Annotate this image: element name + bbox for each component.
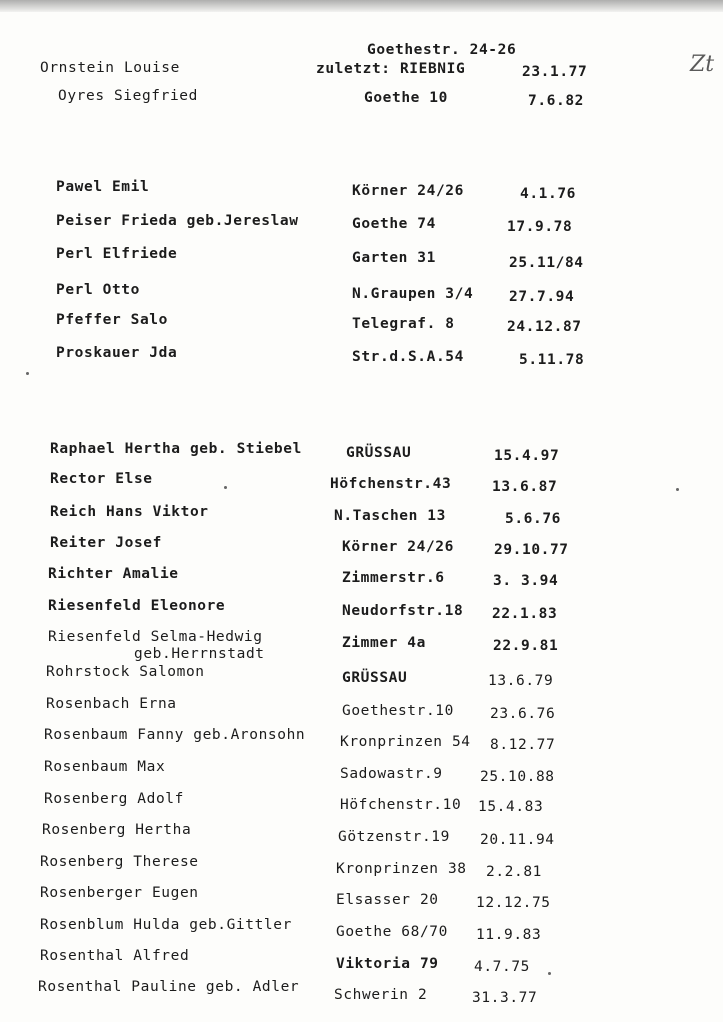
entry-date: 17.9.78	[507, 219, 573, 235]
scan-speck	[676, 488, 679, 491]
entry-date: 13.6.87	[492, 479, 558, 495]
entry-name: Rosenbach Erna	[46, 696, 177, 712]
entry-date: 2.2.81	[486, 864, 542, 880]
entry-name: Riesenfeld Selma-Hedwig	[48, 629, 263, 645]
entry-date: 11.9.83	[476, 927, 542, 943]
entry-address: Zimmerstr.6	[342, 570, 445, 586]
entry-name: Riesenfeld Eleonore	[48, 598, 226, 614]
entry-address: Goethe 68/70	[336, 924, 448, 940]
entry-name: Rosenberg Adolf	[44, 791, 184, 807]
entry-address: N.Graupen 3/4	[352, 286, 474, 302]
entry-address: zuletzt: RIEBNIG	[316, 61, 466, 77]
entry-address: Garten 31	[352, 250, 436, 266]
entry-address: Goethestr.10	[342, 703, 454, 719]
entry-address: Goethe 74	[352, 216, 436, 232]
entry-date: 3. 3.94	[493, 573, 559, 589]
entry-name: Rector Else	[50, 471, 153, 487]
entry-address: Kronprinzen 54	[340, 734, 471, 750]
entry-name: Rosenbaum Max	[44, 759, 166, 775]
entry-name: Rohrstock Salomon	[46, 664, 205, 680]
entry-name: Rosenbaum Fanny geb.Aronsohn	[44, 727, 306, 743]
entry-address: Viktoria 79	[336, 956, 439, 972]
entry-address: Goethe 10	[364, 90, 448, 106]
scan-speck	[548, 972, 551, 975]
entry-address: GRÜSSAU	[342, 670, 408, 686]
entry-date: 5.11.78	[519, 352, 585, 368]
entry-address: Körner 24/26	[352, 183, 464, 199]
entry-address: Kronprinzen 38	[336, 861, 467, 877]
scan-top-edge	[0, 0, 723, 12]
entry-name: Rosenberger Eugen	[40, 885, 199, 901]
entry-address: Götzenstr.19	[338, 829, 450, 845]
entry-date: 20.11.94	[480, 832, 555, 848]
entry-name: Perl Elfriede	[56, 246, 178, 262]
scan-speck	[224, 486, 227, 489]
entry-address: Höfchenstr.10	[340, 797, 462, 813]
entry-name: Rosenthal Alfred	[40, 948, 190, 964]
entry-address: Höfchenstr.43	[330, 476, 452, 492]
entry-name: Reiter Josef	[50, 535, 162, 551]
entry-name: Richter Amalie	[48, 566, 179, 582]
entry-name: Pawel Emil	[56, 179, 150, 195]
entry-address: Str.d.S.A.54	[352, 349, 464, 365]
entry-date: 23.6.76	[490, 706, 556, 722]
entry-date: 15.4.97	[494, 448, 560, 464]
entry-address: Sadowastr.9	[340, 766, 443, 782]
entry-address: Zimmer 4a	[342, 635, 426, 651]
entry-date: 27.7.94	[509, 289, 575, 305]
scan-speck	[26, 372, 29, 375]
entry-address: Schwerin 2	[334, 987, 428, 1003]
entry-name: Raphael Hertha geb. Stiebel	[50, 441, 302, 457]
entry-date: 15.4.83	[478, 799, 544, 815]
entry-date: 29.10.77	[494, 542, 569, 558]
entry-name: Proskauer Jda	[56, 345, 178, 361]
entry-address: Telegraf. 8	[352, 316, 455, 332]
entry-name: Perl Otto	[56, 282, 140, 298]
entry-date: 25.11/84	[509, 255, 584, 271]
entry-name: Ornstein Louise	[40, 60, 180, 76]
entry-date: 23.1.77	[522, 64, 588, 80]
entry-date: 31.3.77	[472, 990, 538, 1006]
entry-name: Oyres Siegfried	[58, 88, 198, 104]
entry-date: 13.6.79	[488, 673, 554, 689]
entry-name: Pfeffer Salo	[56, 312, 168, 328]
entry-date: 25.10.88	[480, 769, 555, 785]
entry-date: 4.1.76	[520, 186, 576, 202]
entry-name: Reich Hans Viktor	[50, 504, 209, 520]
entry-name-continuation: geb.Herrnstadt	[134, 646, 265, 662]
entry-address: Elsasser 20	[336, 892, 439, 908]
entry-date: 22.9.81	[493, 638, 559, 654]
entry-address: GRÜSSAU	[346, 445, 412, 461]
entry-name: Rosenberg Therese	[40, 854, 199, 870]
entry-date: 4.7.75	[474, 959, 530, 975]
entry-address: N.Taschen 13	[334, 508, 446, 524]
entry-date: 7.6.82	[528, 93, 584, 109]
entry-name: Rosenthal Pauline geb. Adler	[38, 979, 300, 995]
entry-name: Rosenberg Hertha	[42, 822, 192, 838]
entry-address: Neudorfstr.18	[342, 603, 464, 619]
header-address: Goethestr. 24-26	[367, 42, 517, 58]
entry-date: 5.6.76	[505, 511, 561, 527]
entry-date: 12.12.75	[476, 895, 551, 911]
entry-date: 8.12.77	[490, 737, 556, 753]
handwritten-margin-note: Zt	[690, 52, 715, 77]
entry-date: 24.12.87	[507, 319, 582, 335]
entry-name: Rosenblum Hulda geb.Gittler	[40, 917, 292, 933]
entry-name: Peiser Frieda geb.Jereslaw	[56, 213, 299, 229]
entry-address: Körner 24/26	[342, 539, 454, 555]
entry-date: 22.1.83	[492, 606, 558, 622]
